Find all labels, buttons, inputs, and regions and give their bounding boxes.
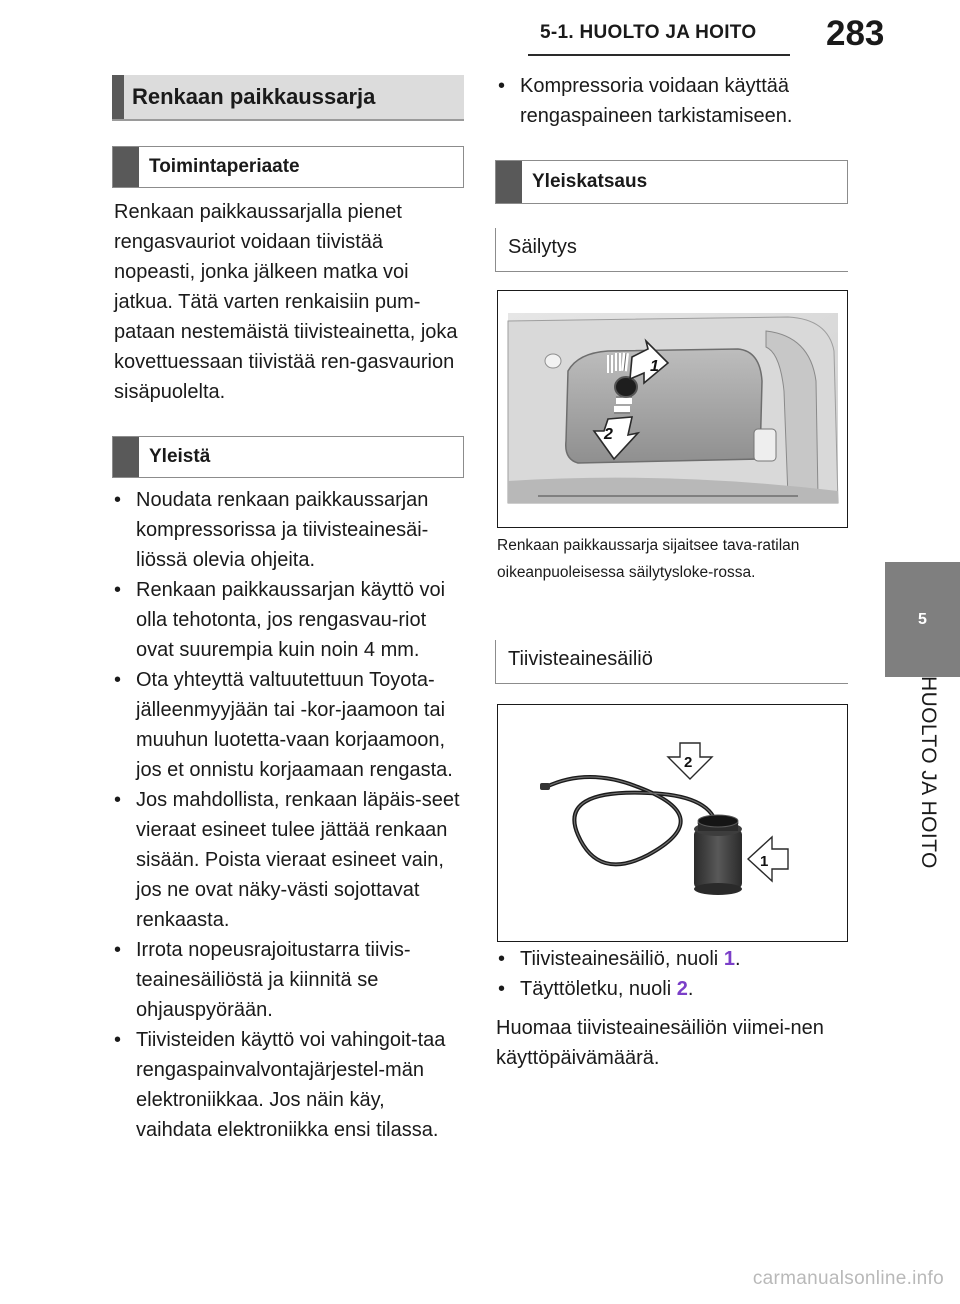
principles-heading bbox=[112, 146, 464, 188]
heading-bar bbox=[113, 147, 139, 187]
watermark: carmanualsonline.info bbox=[752, 1268, 944, 1289]
figure-label-2: 2 bbox=[604, 426, 613, 443]
overview-heading-text: Yleiskatsaus bbox=[532, 171, 648, 192]
trunk-storage-illustration bbox=[498, 291, 847, 527]
general-heading-text: Yleistä bbox=[149, 446, 211, 467]
storage-heading bbox=[495, 228, 848, 272]
list-item: • Kompressoria voidaan käyttää rengaspaineen tarkistamiseen. bbox=[494, 71, 846, 131]
list-item: • Tiivisteiden käyttö voi vahingoit-taa rengaspainvalvontajärjestel-män elektroniikkaa. Jos näin käy, vaihdata elektroniikka ensi tilassa. bbox=[110, 1025, 462, 1145]
storage-caption: Renkaan paikkaussarja sijaitsee tava-ratilan oikeanpuoleisessa säilytysloke-rossa. bbox=[497, 537, 800, 581]
arrow-2 bbox=[668, 743, 712, 779]
list-item: • Renkaan paikkaussarjan käyttö voi olla tehotonta, jos rengasvau-riot ovat suurempia kuin noin 4 mm. bbox=[110, 575, 462, 665]
list-item: • Täyttöletku, nuoli 2. bbox=[494, 974, 846, 1004]
chapter-title-vertical: HUOLTO JA HOITO bbox=[917, 676, 940, 869]
section-title: 5-1. HUOLTO JA HOITO bbox=[540, 22, 757, 43]
list-item: • Tiivisteainesäiliö, nuoli 1. bbox=[494, 944, 846, 974]
side-tab-upper bbox=[885, 0, 960, 562]
figure-label-1: 1 bbox=[650, 358, 659, 375]
callout-number: 2 bbox=[676, 978, 688, 1000]
principles-paragraph: Renkaan paikkaussarjalla pienet rengasvauriot voidaan tiivistää nopeasti, jonka jälkeen matka voi jatkua. Tätä varten renkaisiin pum-pataan nestemäistä tiivisteainetta, joka kovettuessaan tiivistää ren-gasvaurion sisäpuolelta. bbox=[114, 201, 458, 403]
heading-bar bbox=[112, 75, 124, 119]
filling-hose bbox=[546, 777, 716, 864]
list-item: • Irrota nopeusrajoitustarra tiivis-teainesäiliöstä ja kiinnitä se ohjauspyörään. bbox=[110, 935, 462, 1025]
sealant-container bbox=[694, 829, 742, 889]
sealant-container-illustration bbox=[498, 705, 847, 941]
sealant-container-figure bbox=[497, 704, 848, 942]
chapter-number-tab: 5 bbox=[885, 562, 960, 677]
general-heading bbox=[112, 436, 464, 478]
sealant-bullet-list bbox=[494, 944, 846, 1004]
principles-heading-text: Toimintaperiaate bbox=[149, 156, 300, 177]
list-item: • Jos mahdollista, renkaan läpäis-seet vieraat esineet tulee jättää renkaan sisään. Poista vieraat esineet vain, jos ne ovat näky-västi sojottavat renkaasta. bbox=[110, 785, 462, 935]
header-rule bbox=[528, 54, 790, 56]
sealant-heading bbox=[495, 640, 848, 684]
trunk-storage-figure bbox=[497, 290, 848, 528]
heading-bar bbox=[496, 161, 522, 203]
page-number: 283 bbox=[826, 14, 885, 53]
list-item: • Noudata renkaan paikkaussarjan kompressorissa ja tiivisteainesäi-liössä olevia ohjeita. bbox=[110, 485, 462, 575]
list-item: • Ota yhteyttä valtuutettuun Toyota-jälleenmyyjään tai -kor-jaamoon tai muuhun luotetta-vaan korjaamoon, jos et onnistu korjaamaan rengasta. bbox=[110, 665, 462, 785]
storage-heading-text: Säilytys bbox=[508, 236, 577, 258]
compressor-bullet bbox=[494, 71, 846, 131]
figure-label-1: 1 bbox=[760, 853, 769, 870]
arrow-1 bbox=[748, 837, 788, 881]
overview-heading bbox=[495, 160, 848, 204]
figure-label-2: 2 bbox=[684, 754, 693, 771]
main-heading bbox=[112, 75, 464, 121]
main-heading-text: Renkaan paikkaussarja bbox=[132, 84, 376, 109]
callout-number: 1 bbox=[723, 948, 735, 970]
expiry-note: Huomaa tiivisteainesäiliön viimei-nen käyttöpäivämäärä. bbox=[496, 1017, 824, 1069]
general-bullet-list bbox=[110, 485, 462, 1145]
heading-bar bbox=[113, 437, 139, 477]
sealant-heading-text: Tiivisteainesäiliö bbox=[508, 648, 653, 670]
